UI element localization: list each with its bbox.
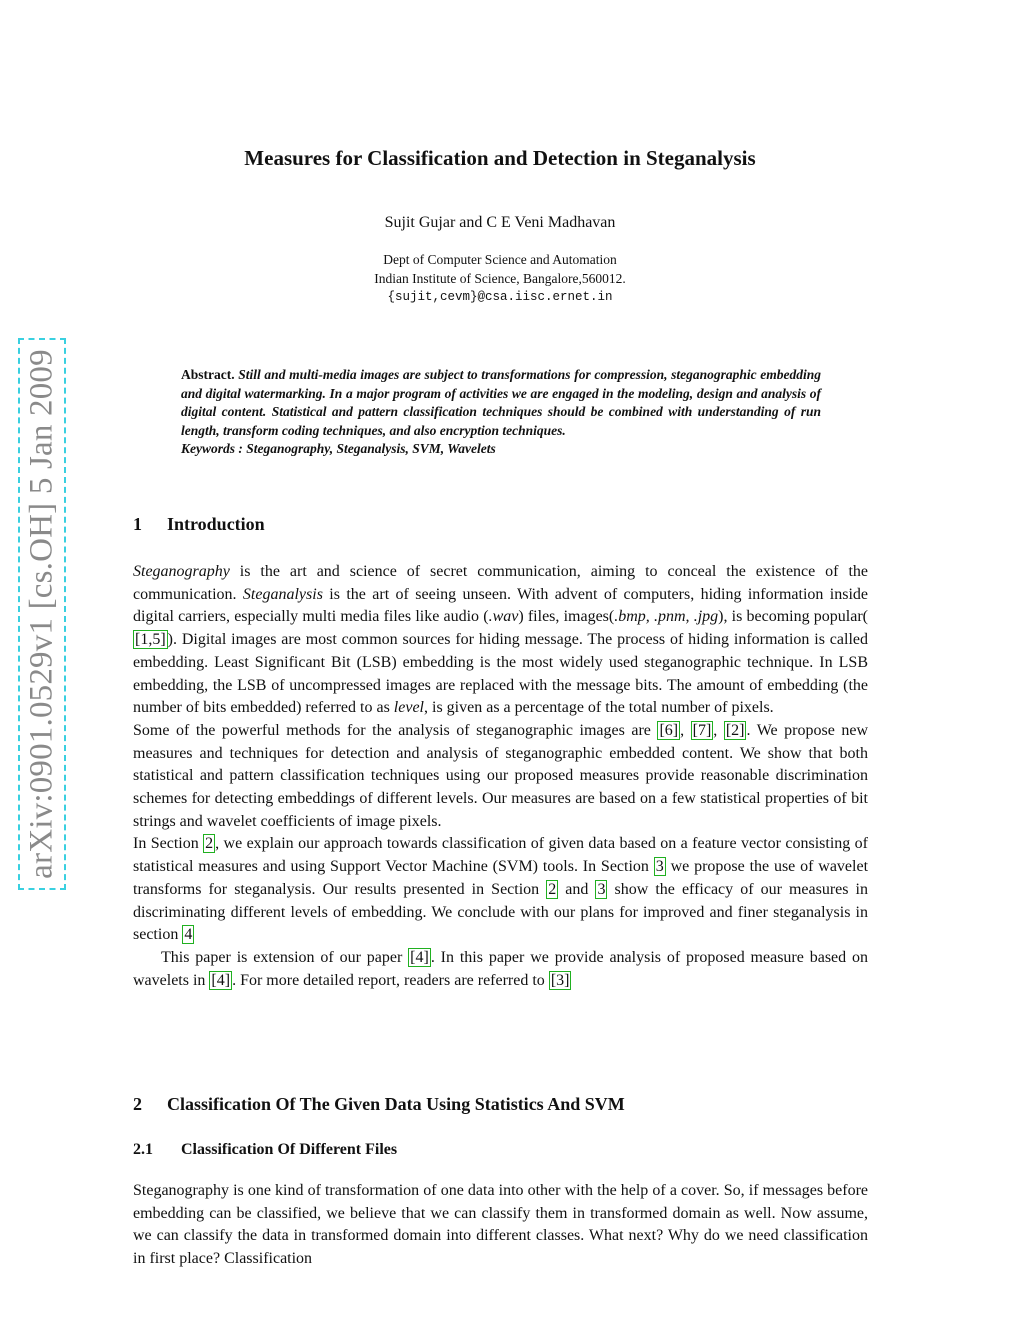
section-ref-link[interactable]: 4 [184, 926, 193, 944]
section-ref-link[interactable]: 2 [548, 880, 557, 898]
paper-title: Measures for Classification and Detection in Steganalysis [244, 146, 756, 170]
abstract-label: Abstract. [181, 367, 235, 382]
section-number: 1 [133, 514, 142, 534]
citation-link[interactable]: [1,5] [135, 631, 166, 649]
abstract-text: Still and multi-media images are subject to transformations for compression, steganographic embedding and digital watermarking. In a major program of activities we are engaged in the modeling, design and analysis of digital content. Statistical and pattern classification techniques should be combined with understanding of run length, transform coding techniques, and also encryption techniques. [181, 367, 822, 438]
paragraph-4: This paper is extension of our paper [4] . In this paper we provide analysis of proposed measure based on wavelets in [4] . For more detailed report, readers are referred to [3] [133, 948, 869, 989]
section-1-body [133, 561, 868, 992]
section-title: Classification Of The Given Data Using Statistics And SVM [167, 1094, 625, 1114]
section-title: Introduction [167, 514, 265, 534]
section-number: 2 [133, 1094, 142, 1114]
keywords: Keywords : Steganography, Steganalysis, SVM, Wavelets [181, 441, 496, 456]
arxiv-identifier: arXiv:0901.0529v1 [cs.OH] 5 Jan 2009 [23, 349, 60, 879]
abstract [181, 366, 821, 459]
section-1-heading [133, 514, 265, 535]
section-ref-link[interactable]: 3 [597, 880, 606, 898]
subsection-title: Classification Of Different Files [181, 1141, 398, 1158]
affiliation-institute: Indian Institute of Science, Bangalore,560012. [374, 271, 626, 286]
paragraph: Steganography is one kind of transformation of one data into other with the help of a cover. So, if messages before embedding can be classified, we believe that we can classify them in transformed domain as well. Now assume, we can classify the data in transformed domain into different classes. What next? Why do we need classification in first place? Classification [133, 1182, 868, 1268]
section-ref-link[interactable]: 3 [655, 858, 664, 876]
subsection-number: 2.1 [133, 1141, 153, 1158]
paragraph-3: In Section 2 , we explain our approach towards classification of given data based on a feature vector consisting of statistical measures and using Support Vector Machine (SVM) tools. In Section 3 we propose the use of wavelet transforms for steganalysis. Our results presented in Section 2 and 3 show the efficacy of our measures in discriminating different levels of embedding. We conclude with our plans for improved and finer steganalysis in section 4 [133, 835, 869, 944]
citation-link[interactable]: [6] [659, 721, 679, 739]
subsection-2-1-body [133, 1180, 868, 1271]
paragraph-2: Some of the powerful methods for the analysis of steganographic images are [6] , [7] , [2] . We propose new measures and techniques for detection and analysis of steganographic embedded content. We show that both statistical and pattern classification techniques using our proposed measures provide reasonable discrimination schemes for detecting embeddings of different levels. Our measures are based on a few statistical properties of bit strings and wavelet coefficients of image pixels. [133, 721, 869, 830]
affiliation-dept: Dept of Computer Science and Automation [383, 252, 617, 267]
arxiv-stamp [18, 338, 66, 890]
subsection-2-1-heading [133, 1141, 397, 1159]
citation-link[interactable]: [3] [550, 971, 570, 989]
section-2-heading [133, 1094, 625, 1115]
section-ref-link[interactable]: 2 [205, 835, 214, 853]
citation-link[interactable]: [2] [725, 721, 745, 739]
citation-link[interactable]: [7] [692, 721, 712, 739]
paragraph-1: Steganography is the art and science of secret communication, aiming to conceal the existence of the communication. Steganalysis is the art of seeing unseen. With advent of computers, hiding information inside digital carriers, especially multi media files like audio (.wav) files, images(.bmp, .pnm, .jpg), is becoming popular( [1,5] ). Digital images are most common sources for hiding message. The process of hiding information is called embedding. Least Significant Bit (LSB) embedding is the most widely used steganographic technique. In LSB embedding, the LSB of uncompressed images are replaced with the message bits. The amount of embedding (the number of bits embedded) referred to as level, is given as a percentage of the total number of pixels. [133, 563, 869, 717]
citation-link[interactable]: [4] [410, 948, 429, 966]
citation-link[interactable]: [4] [211, 971, 231, 989]
author-email: {sujit,cevm}@csa.iisc.ernet.in [387, 290, 613, 304]
paper-authors: Sujit Gujar and C E Veni Madhavan [384, 214, 616, 231]
